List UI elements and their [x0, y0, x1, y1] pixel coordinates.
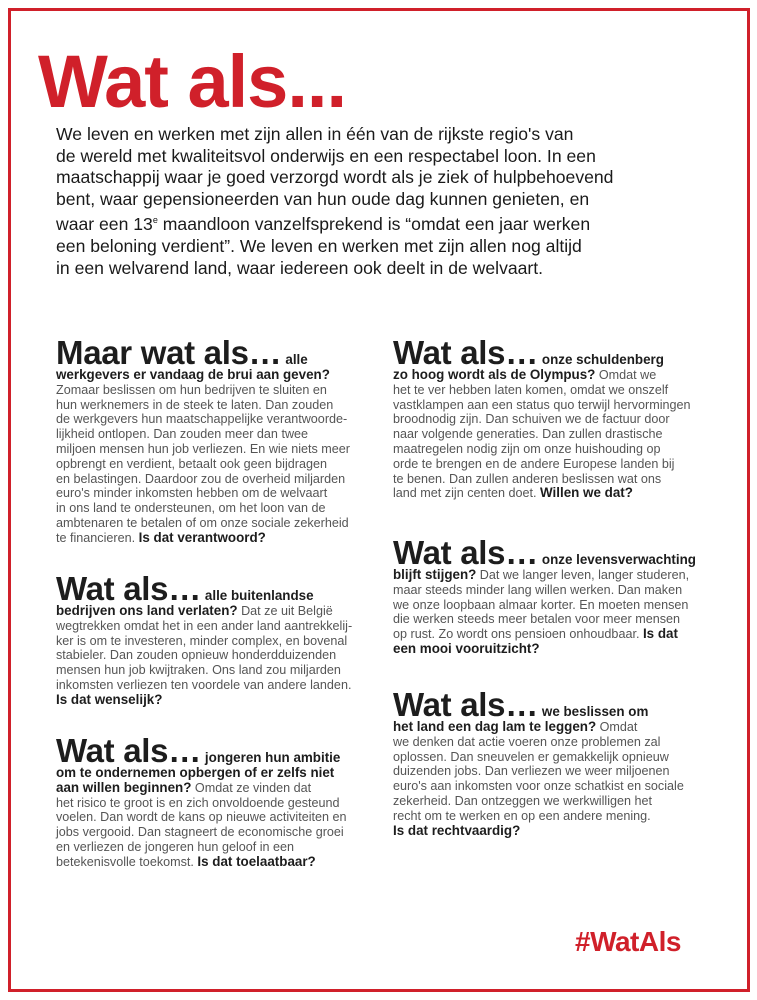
- intro-paragraph: [56, 124, 613, 279]
- text-line: [56, 663, 352, 678]
- text-line: [393, 720, 684, 735]
- section-heading-big: Wat als…: [393, 334, 538, 371]
- text-line: [393, 442, 691, 457]
- text-segment: en belastingen. Daardoor zou de overheid miljarden: [56, 471, 346, 486]
- text-line: [56, 531, 350, 546]
- text-segment: ambtenaren te betalen of om onze sociale zekerheid: [56, 515, 349, 530]
- text-line: [393, 642, 696, 657]
- text-line: [56, 501, 350, 516]
- text-segment: orde te brengen en de andere Europese landen bij: [393, 456, 675, 471]
- text-segment: e: [152, 215, 158, 226]
- text-line: [393, 583, 696, 598]
- text-segment: maatregelen nodig zijn om onze huishouding op: [393, 441, 661, 456]
- section-heading-lead: alle: [285, 352, 308, 367]
- text-segment: stabieler. Dan zouden opnieuw honderdduizenden: [56, 648, 337, 663]
- text-line: [393, 368, 691, 383]
- text-line: [393, 427, 691, 442]
- text-line: [56, 619, 352, 634]
- text-line: [393, 750, 684, 765]
- bold-text: bedrijven ons land verlaten?: [56, 603, 238, 618]
- text-line: [56, 472, 350, 487]
- text-segment: Omdat ze vinden dat: [191, 780, 312, 795]
- section-heading-big: Wat als…: [56, 732, 201, 769]
- text-segment: miljoen mensen hun job verliezen. En wie niets meer: [56, 441, 351, 456]
- text-line: [56, 516, 350, 531]
- section-heading-lead: onze levensverwachting: [541, 552, 696, 567]
- text-line: [56, 167, 613, 189]
- text-segment: opbrengt en verdient, betaalt ook geen bijdragen: [56, 456, 327, 471]
- text-line: [393, 472, 691, 487]
- text-segment: Omdat we: [595, 368, 657, 382]
- text-segment: broodnodig zijn. Dan schuiven we de factuur door: [393, 412, 670, 427]
- section-heading-lead: jongeren hun ambitie: [204, 750, 341, 765]
- text-segment: We leven en werken met zijn allen in één van de rijkste regio's van: [56, 124, 574, 144]
- text-segment: een beloning verdient”. We leven en werken met zijn allen nog altijd: [56, 235, 582, 256]
- text-segment: inkomsten verliezen ten voordele van andere landen.: [56, 677, 352, 692]
- text-segment: het te ver hebben laten komen, omdat we onszelf: [393, 382, 669, 397]
- text-segment: in ons land te ondersteunen, om het loon van de: [56, 501, 326, 516]
- text-line: [56, 146, 613, 168]
- text-segment: hun werknemers in de steek te laten. Dan zouden: [56, 397, 334, 412]
- text-line: [393, 383, 691, 398]
- bold-text: zo hoog wordt als de Olympus?: [393, 367, 596, 382]
- text-segment: op rust. Zo wordt ons pensioen onhoudbaar.: [393, 627, 643, 642]
- text-line: [56, 825, 347, 840]
- text-segment: Dat we langer leven, langer studeren,: [476, 568, 690, 582]
- text-line: [393, 735, 684, 750]
- section-buitenlandse-bedrijven: [56, 572, 352, 708]
- bold-text: werkgevers er vandaag de brui aan geven?: [56, 367, 330, 382]
- text-segment: waar een 13: [56, 214, 153, 235]
- text-line: [56, 457, 350, 472]
- text-line: [56, 796, 347, 811]
- text-segment: in een welvarend land, waar iedereen ook deelt in de welvaart.: [56, 257, 544, 278]
- bold-text: Willen we dat?: [540, 485, 633, 501]
- text-segment: en verliezen de jongeren hun geloof in een: [56, 839, 295, 854]
- text-line: [56, 442, 350, 457]
- text-segment: duizenden jobs. Dan verliezen we weer miljoenen: [393, 764, 670, 779]
- text-segment: recht om te werken en op een andere mening.: [393, 808, 651, 823]
- section-heading: [393, 686, 684, 723]
- text-line: [393, 627, 696, 642]
- section-heading-lead: alle buitenlandse: [204, 588, 314, 603]
- section-heading: [393, 334, 691, 371]
- bold-text: een mooi vooruitzicht?: [393, 640, 540, 656]
- section-heading-big: Wat als…: [393, 534, 538, 571]
- text-line: [393, 612, 696, 627]
- section-heading-lead: we beslissen om: [541, 704, 649, 719]
- text-segment: ker is om te investeren, minder complex, en bovenal: [56, 633, 348, 648]
- text-line: [56, 124, 613, 146]
- text-segment: we denken dat actie voeren onze problemen zal: [393, 734, 661, 749]
- text-line: [393, 809, 684, 824]
- text-segment: voelen. Dan wordt de kans op nieuwe activiteiten en: [56, 810, 347, 825]
- text-segment: te financieren.: [56, 530, 139, 545]
- text-segment: bent, waar gepensioneerden van hun oude dag kunnen genieten, en: [56, 188, 590, 209]
- section-levensverwachting: [393, 536, 696, 657]
- text-segment: maatschappij waar je goed verzorgd wordt als je ziek of hulpbehoevend: [56, 167, 614, 188]
- text-line: [56, 427, 350, 442]
- section-heading: [56, 570, 352, 607]
- text-segment: jobs vergooid. Dan stagneert de economische groei: [56, 825, 344, 840]
- section-staking: [393, 688, 684, 838]
- bold-text: aan willen beginnen?: [56, 779, 192, 795]
- text-line: [56, 693, 352, 708]
- text-segment: zekerheid. Dan ontzeggen we werkwilligen het: [393, 793, 653, 808]
- bold-text: Is dat toelaatbaar?: [197, 853, 316, 869]
- text-line: [56, 766, 347, 781]
- text-segment: oplossen. Dan sneuvelen er gemakkelijk opnieuw: [393, 749, 669, 764]
- section-heading-big: Maar wat als…: [56, 334, 282, 371]
- text-line: [56, 236, 613, 258]
- text-segment: mensen hun job kwijtraken. Ons land zou miljarden: [56, 663, 341, 678]
- bold-text: om te ondernemen opbergen of er zelfs niet: [56, 765, 335, 780]
- text-line: [393, 398, 691, 413]
- text-segment: maandloon vanzelfsprekend is “omdat een jaar werken: [157, 214, 591, 235]
- text-line: [393, 568, 696, 583]
- text-line: [393, 824, 684, 839]
- text-segment: Dat ze uit België: [237, 604, 333, 618]
- text-line: [393, 779, 684, 794]
- bold-text: Is dat verantwoord?: [138, 529, 266, 545]
- text-line: [393, 457, 691, 472]
- text-segment: het risico te groot is en zich onvoldoende gesteund: [56, 795, 340, 810]
- text-segment: naar volgende generaties. Dan zullen drastische: [393, 427, 663, 442]
- text-line: [56, 398, 350, 413]
- page-title: Wat als...: [38, 40, 347, 123]
- text-line: [56, 648, 352, 663]
- bold-text: Is dat: [642, 626, 678, 642]
- text-segment: wegtrekken omdat het in een ander land aantrekkelij-: [56, 618, 353, 633]
- text-segment: te benen. Dan zullen anderen beslissen wat ons: [393, 471, 662, 486]
- section-heading: [56, 732, 347, 769]
- text-line: [56, 486, 350, 501]
- hashtag: #WatAls: [575, 926, 681, 957]
- text-segment: euro's aan inkomsten voor onze schatkist en sociale: [393, 779, 684, 794]
- text-line: [56, 383, 350, 398]
- bold-text: Is dat wenselijk?: [56, 691, 163, 707]
- section-heading-big: Wat als…: [56, 570, 201, 607]
- bold-text: blijft stijgen?: [393, 567, 477, 582]
- text-segment: Omdat: [596, 720, 638, 734]
- section-heading: [393, 534, 696, 571]
- text-line: [393, 764, 684, 779]
- text-line: [56, 258, 613, 280]
- text-line: [56, 189, 613, 211]
- text-segment: de werkgevers hun maatschappelijke verantwoorde-: [56, 412, 348, 427]
- text-segment: de wereld met kwaliteitsvol onderwijs en een respectabel loon. In een: [56, 145, 596, 166]
- text-line: [393, 412, 691, 427]
- section-werkgevers: [56, 336, 350, 546]
- text-line: [56, 210, 613, 236]
- text-segment: maar steeds minder lang willen werken. Dan maken: [393, 582, 683, 597]
- text-line: [393, 794, 684, 809]
- text-segment: land met zijn centen doet.: [393, 486, 541, 501]
- text-line: [56, 840, 347, 855]
- text-segment: we onze loopbaan almaar korter. En moeten mensen: [393, 597, 689, 612]
- text-line: [56, 678, 352, 693]
- text-line: [56, 368, 350, 383]
- text-line: [56, 810, 347, 825]
- text-line: [56, 634, 352, 649]
- text-segment: die werken steeds meer betalen voor meer mensen: [393, 612, 681, 627]
- text-segment: vastklampen aan een status quo terwijl hervormingen: [393, 397, 691, 412]
- section-heading: [56, 334, 350, 371]
- text-segment: Zomaar beslissen om hun bedrijven te sluiten en: [56, 382, 327, 397]
- text-line: [56, 604, 352, 619]
- bold-text: Is dat rechtvaardig?: [393, 822, 521, 838]
- section-heading-big: Wat als…: [393, 686, 538, 723]
- text-line: [393, 598, 696, 613]
- text-line: [56, 412, 350, 427]
- text-segment: betekenisvolle toekomst.: [56, 854, 198, 869]
- text-segment: lijkheid ontlopen. Dan zouden meer dan twee: [56, 427, 309, 442]
- section-jongeren: [56, 734, 347, 870]
- section-heading-lead: onze schuldenberg: [541, 352, 664, 367]
- text-line: [56, 855, 347, 870]
- section-schuldenberg: [393, 336, 691, 501]
- bold-text: het land een dag lam te leggen?: [393, 719, 597, 734]
- text-line: [56, 781, 347, 796]
- text-line: [393, 486, 691, 501]
- text-segment: euro's minder inkomsten hebben om de welvaart: [56, 486, 328, 501]
